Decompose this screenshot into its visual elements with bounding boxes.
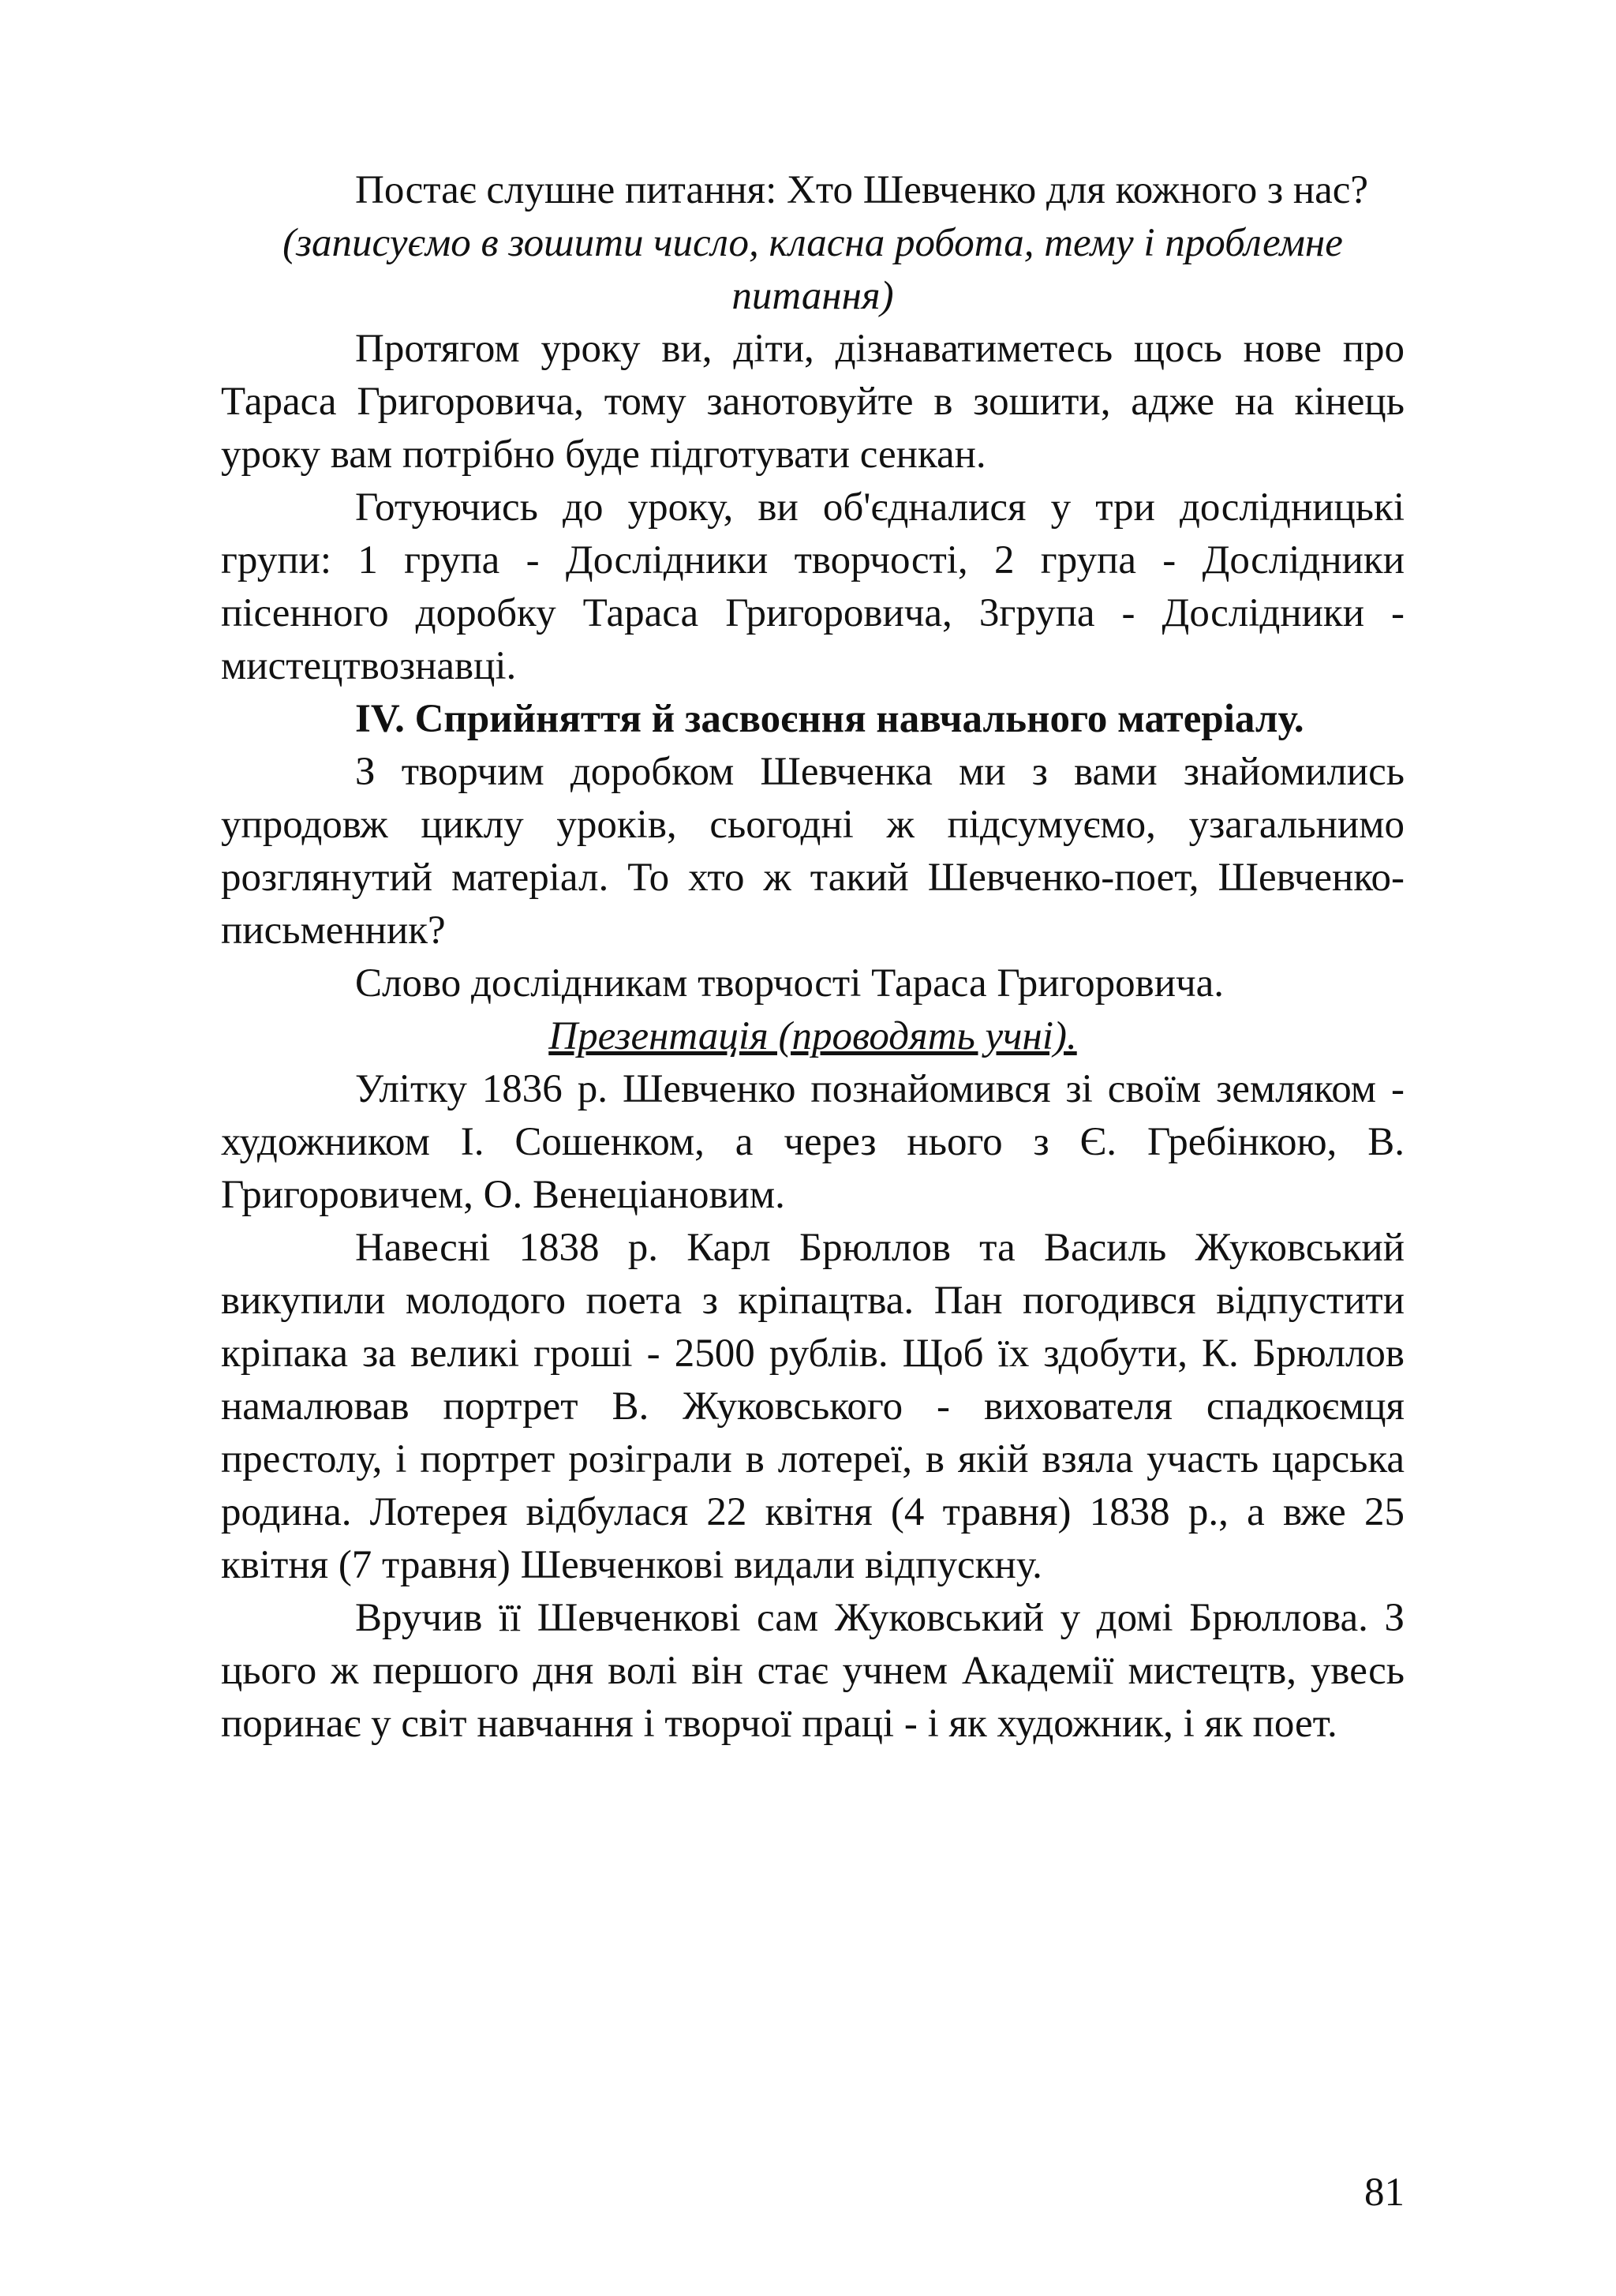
- page-number: 81: [1364, 2171, 1405, 2215]
- paragraph-research-groups: Готуючись до уроку, ви об'єдналися у три дослідницькі групи: 1 група - Дослідники творчості, 2 група - Дослідники пісенного доробку Тараса Григоровича, 3група - Дослідники - мистецтвознавці.: [221, 485, 1405, 688]
- paragraph-freedom: Вручив її Шевченкові сам Жуковський у домі Брюллова. З цього ж першого дня волі він стає учнем Академії мистецтв, увесь поринає у світ навчання і творчої праці - і як художник, і як поет.: [221, 1596, 1405, 1746]
- presentation-label: Презентація (проводять учні).: [548, 1014, 1077, 1058]
- section-heading: IV. Сприйняття й засвоєння навчального матеріалу.: [355, 697, 1304, 741]
- paragraph-question: Постає слушне питання: Хто Шевченко для кожного з нас?: [355, 168, 1369, 212]
- paragraph-lesson-intro: Протягом уроку ви, діти, дізнаватиметесь щось нове про Тараса Григоровича, тому занотовуйте в зошити, адже на кінець уроку вам потрібно буде підготувати сенкан.: [221, 327, 1405, 477]
- paragraph-creative-work: З творчим доробком Шевченка ми з вами знайомились упродовж циклу уроків, сьогодні ж підсумуємо, узагальнимо розглянутий матеріал. То хто ж такий Шевченко-поет, Шевченко-письменник?: [221, 750, 1405, 953]
- instruction-note: (записуємо в зошити число, класна робота, тему і проблемне питання): [282, 221, 1343, 318]
- paragraph-researchers-word: Слово дослідникам творчості Тараса Григоровича.: [355, 961, 1225, 1006]
- page-body: [221, 164, 1405, 1751]
- paragraph-1838: Навесні 1838 р. Карл Брюллов та Василь Жуковський викупили молодого поета з кріпацтва. Пан погодився відпустити кріпака за великі гроші - 2500 рублів. Щоб їх здобути, К. Брюллов намалював портрет В. Жуковського - вихователя спадкоємця престолу, і портрет розіграли в лотереї, в якій взяла участь царська родина. Лотерея відбулася 22 квітня (4 травня) 1838 р., а вже 25 квітня (7 травня) Шевченкові видали відпускну.: [221, 1226, 1405, 1587]
- paragraph-1836: Улітку 1836 р. Шевченко познайомився зі своїм земляком - художником І. Сошенком, а через нього з Є. Гребінкою, В. Григоровичем, О. Венеціановим.: [221, 1067, 1405, 1217]
